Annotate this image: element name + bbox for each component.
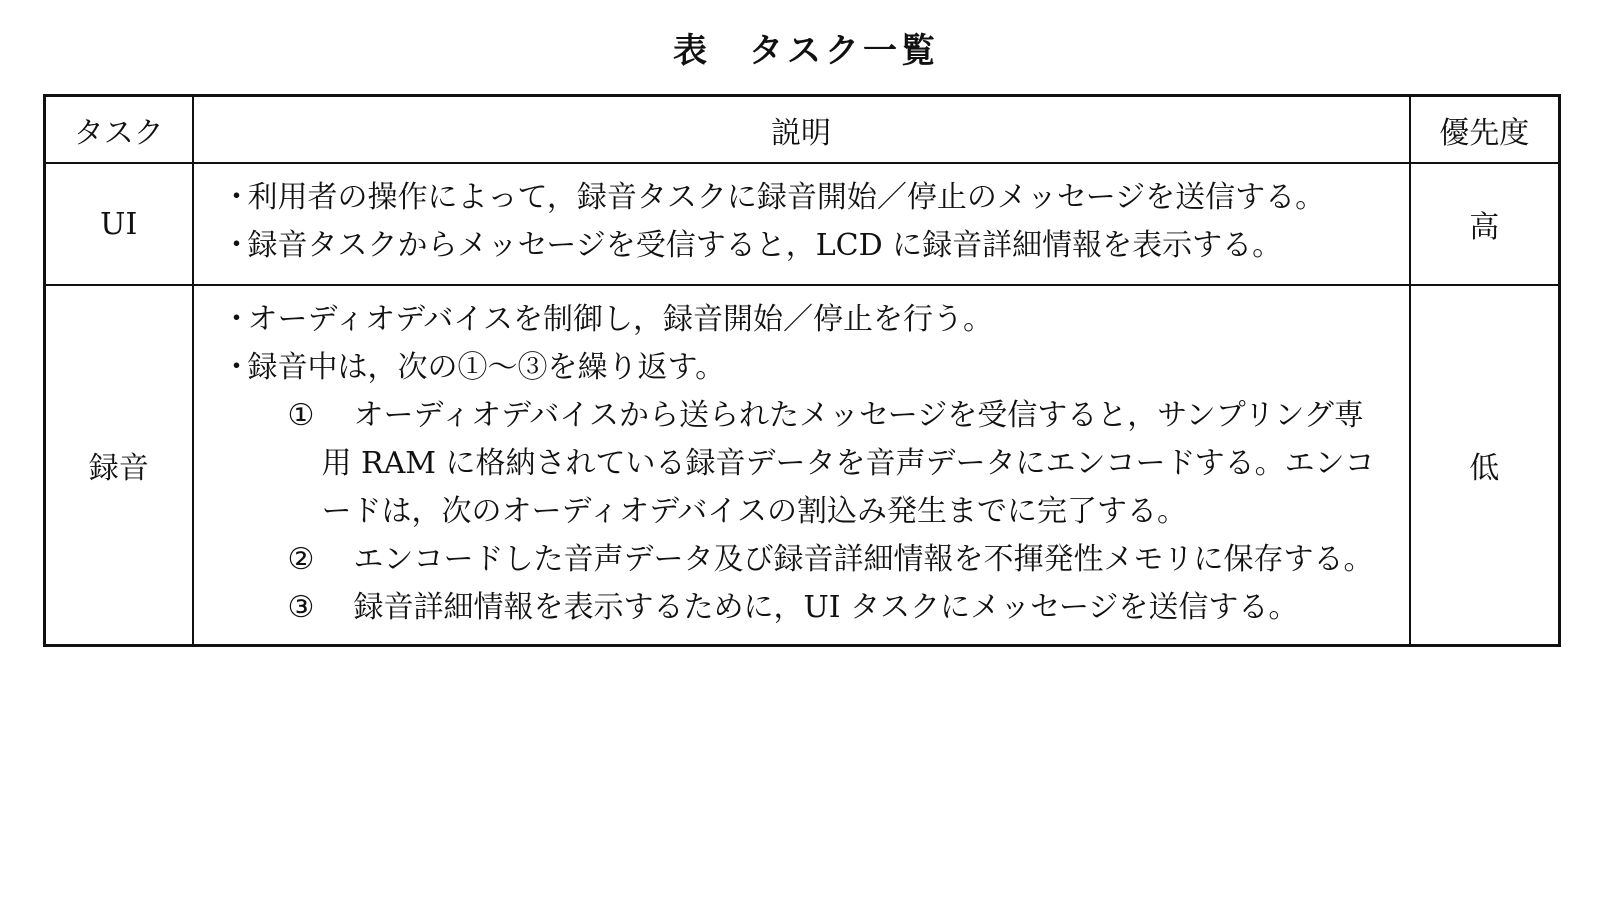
bullet-mark: ・ (221, 228, 252, 263)
header-row (45, 96, 1560, 164)
description-item (222, 222, 1385, 270)
bullet-mark: ・ (221, 350, 252, 385)
table-row-ui (45, 163, 1560, 285)
header-description: 説明 (193, 96, 1410, 164)
bullet-mark: ・ (221, 180, 252, 215)
task-description (193, 285, 1410, 646)
step-text: 録音詳細情報を表示するために，UI タスクにメッセージを送信する。 (353, 590, 1299, 625)
description-text: 録音タスクからメッセージを受信すると，LCD に録音詳細情報を表示する。 (247, 228, 1283, 263)
step-item (256, 584, 1385, 632)
step-item (256, 392, 1385, 536)
step-number: ② (287, 542, 315, 577)
description-text: 録音中は，次の①～③を繰り返す。 (247, 350, 726, 385)
table-row-recording (45, 285, 1560, 646)
description-text: 利用者の操作によって，録音タスクに録音開始／停止のメッセージを送信する。 (247, 180, 1326, 215)
step-number: ③ (287, 590, 315, 625)
header-task: タスク (45, 96, 193, 164)
description-item (222, 174, 1385, 222)
task-table (43, 94, 1561, 647)
step-item (256, 536, 1385, 584)
description-item (222, 296, 1385, 344)
task-name: 録音 (45, 285, 193, 646)
bullet-mark: ・ (221, 302, 252, 337)
task-priority: 高 (1410, 163, 1560, 285)
task-priority: 低 (1410, 285, 1560, 646)
task-name: UI (45, 163, 193, 285)
table-title: 表 タスク一覧 (673, 31, 939, 71)
step-text: オーディオデバイスから送られたメッセージを受信すると，サンプリング専用 RAM に格納されている録音データを音声データにエンコードする。エンコードは，次のオーディオデバイスの割込み発生までに完了する。 (321, 398, 1375, 529)
step-text: エンコードした音声データ及び録音詳細情報を不揮発性メモリに保存する。 (353, 542, 1374, 577)
task-description (193, 163, 1410, 285)
description-text: オーディオデバイスを制御し，録音開始／停止を行う。 (247, 302, 993, 337)
header-priority: 優先度 (1410, 96, 1560, 164)
step-number: ① (287, 398, 315, 433)
description-item (222, 344, 1385, 392)
